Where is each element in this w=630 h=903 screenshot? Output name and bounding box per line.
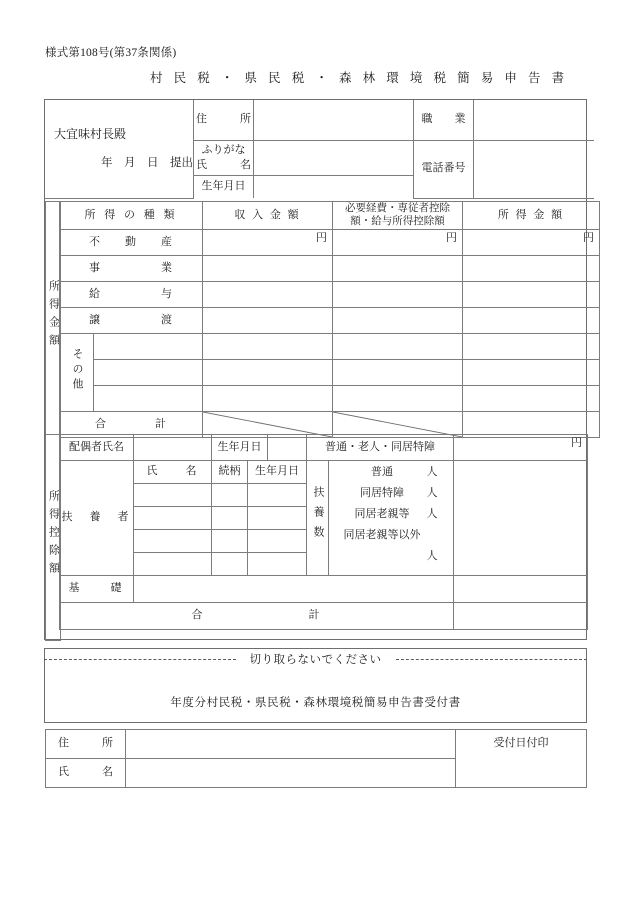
spouse-type-label: 普通・老人・同居特障 [307, 435, 454, 461]
receipt-title: 年度分村民税・県民税・森林環境税簡易申告書受付書 [170, 697, 461, 709]
income-other-name-3[interactable] [94, 386, 203, 412]
address-label: 住 所 [194, 100, 254, 141]
dependent-count-label-elderly: 同居老親等 [354, 507, 410, 520]
dependent-count-breakdown [329, 461, 454, 576]
name-label: 氏 名 [196, 159, 251, 171]
income-other-label-cell [60, 334, 94, 412]
income-other-revenue-2[interactable] [203, 360, 333, 386]
yen-mark: 円 [316, 232, 327, 244]
dependent-relation-4[interactable] [212, 553, 248, 576]
spouse-birth-label: 生年月日 [212, 435, 268, 460]
furigana-name-label [194, 141, 254, 176]
spouse-name-label: 配偶者氏名 [60, 435, 134, 461]
basic-deduction-input[interactable] [134, 576, 454, 603]
dependent-name-1[interactable] [134, 484, 212, 507]
basic-deduction-row [60, 576, 588, 603]
deduction-side-label: 所得控除額 [47, 490, 60, 581]
income-total-label: 合 計 [60, 412, 203, 438]
income-expense-salary[interactable] [333, 282, 463, 308]
dependent-name-3[interactable] [134, 530, 212, 553]
receipt-address-row [46, 730, 587, 759]
occupation-input[interactable] [474, 100, 594, 141]
tear-dashed-line-right [396, 659, 588, 660]
dependent-count-label-cell [307, 461, 329, 576]
addressee-cell [45, 100, 194, 198]
spouse-birth-label-cell [212, 435, 307, 461]
dependent-count-label: 扶養数 [312, 485, 324, 546]
income-other-label: その他 [71, 347, 83, 393]
income-amount-salary[interactable] [463, 282, 600, 308]
table-row [60, 386, 600, 412]
receipt-address-label: 住 所 [46, 730, 126, 759]
deduction-total-row [60, 603, 588, 630]
page-title: 村 民 税 ・ 県 民 税 ・ 森 林 環 境 税 簡 易 申 告 書 [150, 71, 569, 85]
income-row-label-realestate: 不 動 産 [60, 230, 203, 256]
list-item[interactable] [339, 466, 453, 487]
basic-deduction-amount[interactable] [454, 576, 588, 603]
table-row [60, 230, 600, 256]
receipt-address-input[interactable] [126, 730, 456, 759]
income-amount-transfer[interactable] [463, 308, 600, 334]
tear-off-text: 切り取らないでください [249, 654, 382, 666]
dependent-relation-2[interactable] [212, 507, 248, 530]
table-row [60, 308, 600, 334]
table-row [60, 282, 600, 308]
income-other-amount-3[interactable] [463, 386, 600, 412]
birthdate-label: 生年月日 [194, 176, 254, 199]
income-other-name-1[interactable] [94, 334, 203, 360]
dependents-amount-input[interactable] [454, 461, 588, 576]
receipt-table [45, 729, 587, 788]
income-amount-realestate[interactable] [463, 230, 600, 256]
income-other-expense-3[interactable] [333, 386, 463, 412]
dependent-name-2[interactable] [134, 507, 212, 530]
income-col-type: 所 得 の 種 類 [60, 202, 203, 230]
basic-deduction-label: 基 礎 [60, 576, 134, 603]
receipt-stamp-label: 受付日付印 [493, 737, 549, 749]
addressee-label: 大宜味村長殿 [54, 127, 127, 142]
income-revenue-realestate[interactable] [203, 230, 333, 256]
spouse-row [60, 435, 588, 461]
form-number: 様式第108号(第37条関係) [45, 47, 177, 59]
dependent-count-unit-normal: 人 [426, 465, 438, 478]
income-header-row [60, 202, 600, 230]
dependent-relation-3[interactable] [212, 530, 248, 553]
dependent-col-birth: 生年月日 [248, 461, 307, 484]
address-input[interactable] [254, 100, 414, 141]
income-other-expense-2[interactable] [333, 360, 463, 386]
deduction-table [59, 434, 588, 630]
spouse-name-input[interactable] [134, 435, 212, 461]
income-revenue-business[interactable] [203, 256, 333, 282]
phone-input[interactable] [474, 141, 594, 199]
name-input[interactable] [254, 141, 414, 176]
dependent-count-unit-other: 人 [426, 549, 438, 562]
dependent-count-unit-disabled: 人 [426, 486, 438, 499]
dependents-label: 扶 養 者 [60, 461, 134, 576]
dependent-count-label-normal: 普通 [371, 465, 393, 478]
income-row-label-transfer: 譲 渡 [60, 308, 203, 334]
yen-mark: 円 [583, 232, 594, 244]
income-table [59, 201, 600, 438]
yen-mark: 円 [446, 232, 457, 244]
list-item[interactable] [339, 508, 453, 529]
submission-date-line: 年 月 日 提出 [101, 157, 193, 170]
income-col-expense-line2: 額・給与所得控除額 [350, 215, 445, 227]
table-row [60, 360, 600, 386]
income-other-revenue-1[interactable] [203, 334, 333, 360]
phone-label: 電話番号 [414, 141, 474, 199]
income-other-amount-1[interactable] [463, 334, 600, 360]
tear-dashed-line-left [44, 659, 236, 660]
list-item[interactable] [339, 550, 453, 571]
furigana-label: ふりがな [201, 144, 246, 157]
yen-mark: 円 [571, 437, 582, 449]
tear-off-notice [44, 652, 587, 666]
dependent-birth-2[interactable] [248, 507, 307, 530]
list-item[interactable] [339, 487, 453, 508]
income-amount-business[interactable] [463, 256, 600, 282]
birthdate-input[interactable] [254, 176, 414, 199]
income-row-label-salary: 給 与 [60, 282, 203, 308]
income-revenue-salary[interactable] [203, 282, 333, 308]
occupation-label: 職 業 [414, 100, 474, 141]
table-row [60, 334, 600, 360]
income-col-expense [333, 202, 463, 230]
table-row [60, 256, 600, 282]
income-other-revenue-3[interactable] [203, 386, 333, 412]
applicant-header-table [45, 100, 594, 199]
dependent-header-row [60, 461, 588, 484]
income-expense-realestate[interactable] [333, 230, 463, 256]
income-col-income: 所 得 金 額 [463, 202, 600, 230]
income-side-label: 所得金額 [47, 279, 60, 352]
dependent-count-label-disabled: 同居特障 [360, 486, 404, 499]
income-expense-business[interactable] [333, 256, 463, 282]
dependent-birth-3[interactable] [248, 530, 307, 553]
list-item[interactable] [339, 529, 453, 550]
income-other-amount-2[interactable] [463, 360, 600, 386]
income-col-revenue: 収 入 金 額 [203, 202, 333, 230]
receipt-stamp-cell[interactable] [456, 730, 587, 788]
dependent-relation-1[interactable] [212, 484, 248, 507]
deduction-total-label: 合 計 [60, 603, 454, 630]
dependent-count-label-other: 同居老親等以外 [343, 528, 421, 541]
receipt-name-label: 氏 名 [46, 759, 126, 788]
income-other-name-2[interactable] [94, 360, 203, 386]
income-col-expense-line1: 必要経費・専従者控除 [345, 202, 450, 214]
receipt-name-input[interactable] [126, 759, 456, 788]
dependent-col-relation: 続柄 [212, 461, 248, 484]
dependent-col-name: 氏 名 [134, 461, 212, 484]
income-other-expense-1[interactable] [333, 334, 463, 360]
income-row-label-business: 事 業 [60, 256, 203, 282]
dependent-birth-4[interactable] [248, 553, 307, 576]
income-expense-transfer[interactable] [333, 308, 463, 334]
deduction-total-amount[interactable] [454, 603, 588, 630]
dependent-name-4[interactable] [134, 553, 212, 576]
spouse-amount-input[interactable] [454, 435, 588, 461]
dependent-count-unit-elderly: 人 [426, 507, 438, 520]
spouse-birth-input[interactable] [268, 435, 306, 460]
dependent-birth-1[interactable] [248, 484, 307, 507]
income-revenue-transfer[interactable] [203, 308, 333, 334]
